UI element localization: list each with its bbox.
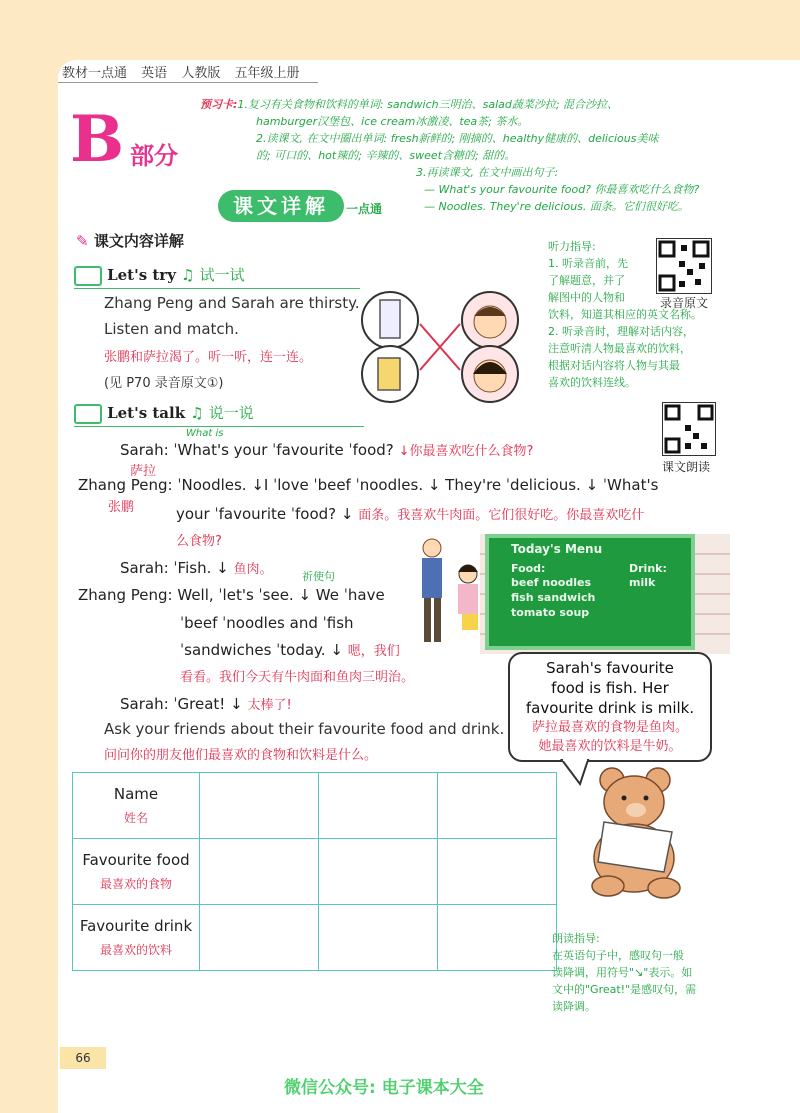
table-cell[interactable]: [319, 773, 438, 839]
footer-watermark: 微信公众号: 电子课本大全: [284, 1078, 484, 1098]
row-label-cn: 最喜欢的食物: [99, 877, 172, 891]
speaker-sarah: Sarah:: [120, 559, 169, 577]
table-cell[interactable]: [438, 905, 557, 971]
table-row: [73, 839, 557, 905]
section-banner: [218, 186, 418, 226]
reading-tip-l4: 读降调。: [552, 1000, 596, 1013]
matching-picture: [360, 288, 520, 406]
table-cell[interactable]: [438, 773, 557, 839]
banner-sub: 一点通: [346, 202, 383, 216]
qr-code-icon[interactable]: [656, 238, 712, 294]
qr-code-icon[interactable]: [662, 402, 716, 456]
headphone-icon: ♫: [181, 266, 195, 284]
table-cell[interactable]: [319, 839, 438, 905]
lets-try-cn1: 张鹏和萨拉渴了。听一听，连一连。: [104, 350, 313, 365]
preview-line7: — Noodles. They're delicious. 面条。它们很好吃。: [424, 200, 689, 213]
header-divider: [58, 82, 318, 83]
part-letter: B: [70, 102, 125, 177]
sarah-line-3: [120, 694, 292, 713]
zhang-line-1-cn-a: 面条。我喜欢牛肉面。它们很好吃。你最喜欢吃什: [358, 508, 645, 523]
table-cell[interactable]: [200, 905, 319, 971]
sarah-line-1: [120, 440, 533, 459]
bubble-cn2: 她最喜欢的饮料是牛奶。: [538, 739, 682, 754]
menu-food-label: Food:: [511, 562, 546, 575]
listening-tip-l6: 注意听清人物最喜欢的饮料，: [548, 342, 691, 355]
running-header: [62, 62, 309, 81]
sarah-line-1-cn: ↓你最喜欢吃什么食物?: [398, 444, 534, 459]
preview-line1: 1.复习有关食物和饮料的单词: sandwich三明治、salad蔬菜沙拉; 混合沙拉、: [237, 98, 619, 111]
header-grade: 五年级上册: [234, 66, 300, 81]
what-is-note: What is: [186, 428, 224, 439]
header-subject: 英语: [141, 66, 168, 81]
zhang-name-cn: 张鹏: [108, 500, 135, 515]
row-label-cn: 姓名: [123, 811, 148, 825]
sarah-line-2: [120, 558, 272, 577]
table-cell[interactable]: [319, 905, 438, 971]
ask-en: Ask your friends about their favourite food and drink.: [104, 720, 505, 738]
row-label-cn: 最喜欢的饮料: [99, 943, 172, 957]
lets-talk-cn: 说一说: [208, 404, 254, 422]
row-label: [73, 773, 200, 839]
content-title-text: 课文内容详解: [93, 232, 184, 250]
table-row: [73, 773, 557, 839]
zhang-line-2-en-b: ˈbeef ˈnoodles and ˈfish: [180, 614, 354, 632]
zhang-line-2c: [180, 640, 400, 659]
listening-tip-l7: 根据对话内容将人物与其最: [548, 359, 680, 372]
menu-food-item: beef noodles: [511, 576, 592, 589]
preview-line6: — What's your favourite food? 你最喜欢吃什么食物?: [424, 183, 700, 196]
menu-drink-item: milk: [629, 576, 656, 589]
preview-title: 预习卡:: [200, 98, 238, 111]
zhang-line-2-en-c: ˈsandwiches ˈtoday. ↓: [180, 641, 343, 659]
preview-line5: 3.再读课文, 在文中画出句子:: [416, 166, 559, 179]
lets-talk-underline: [74, 426, 364, 427]
lets-try-cn: 试一试: [199, 266, 245, 284]
lets-try-en1: Zhang Peng and Sarah are thirsty.: [104, 294, 360, 312]
row-label: [73, 839, 200, 905]
zhang-line-1-cn-b: 么食物?: [176, 534, 222, 549]
headphone-icon: ♫: [190, 404, 204, 422]
row-label-en: Name: [113, 785, 159, 803]
bear-illustration: [574, 762, 704, 902]
row-label-en: Favourite food: [82, 851, 190, 869]
pencil-icon: ✎: [76, 232, 89, 250]
zhang-line-1-en-b: your ˈfavourite ˈfood? ↓: [176, 505, 354, 523]
zhang-line-2: [78, 586, 385, 604]
header-edition: 人教版: [181, 66, 221, 81]
sarah-line-2-en: ˈFish. ↓: [173, 559, 229, 577]
speaker-sarah: Sarah:: [120, 441, 169, 459]
preview-line4: 的; 可口的、hot辣的; 辛辣的、sweet含糖的; 甜的。: [256, 149, 516, 162]
part-label: 部分: [130, 142, 178, 170]
lets-try-heading: [74, 264, 245, 286]
zhang-line-2-cn-b: 看看。我们今天有牛肉面和鱼肉三明治。: [180, 670, 415, 685]
sarah-line-2-cn: 鱼肉。: [233, 562, 273, 577]
zhang-line-2-en-a: Well, ˈlet's ˈsee. ↓ We ˈhave: [177, 586, 385, 604]
lets-try-title: Let's try: [107, 266, 176, 284]
menu-food-item: tomato soup: [511, 606, 590, 619]
bubble-en1: Sarah's favourite: [546, 659, 674, 677]
reading-tip-title: 朗读指导:: [552, 932, 600, 945]
reading-tip-l2: 读降调，用符号"↘"表示。如: [552, 966, 693, 979]
survey-table: [72, 772, 557, 971]
speech-bubble: [508, 652, 712, 762]
table-cell[interactable]: [200, 839, 319, 905]
banner-title: 课文详解: [218, 190, 344, 222]
speaker-sarah: Sarah:: [120, 695, 169, 713]
preview-line3: 2.读课文, 在文中圈出单词: fresh新鲜的; 刚摘的、healthy健康的、delicious美味: [256, 132, 659, 145]
lets-try-underline: [74, 288, 360, 289]
reading-tip: [552, 930, 742, 1015]
listening-tip-l8: 喜欢的饮料连线。: [548, 376, 636, 389]
ask-cn: 问问你的朋友他们最喜欢的食物和饮料是什么。: [104, 748, 378, 763]
sarah-line-3-cn: 太棒了!: [247, 698, 292, 713]
row-label-en: Favourite drink: [79, 917, 193, 935]
preview-line2: hamburger汉堡包、ice cream冰激凌、tea茶; 茶水。: [256, 115, 529, 128]
header-book: 教材一点通: [62, 66, 128, 81]
menu-food-item: fish sandwich: [511, 591, 596, 604]
listening-tip-l5: 2. 听录音时，理解对话内容，: [548, 325, 694, 338]
sarah-line-3-en: ˈGreat! ↓: [173, 695, 243, 713]
imperative-note: 祈使句: [302, 570, 335, 583]
speaker-zhang-peng: Zhang Peng:: [78, 476, 173, 494]
lets-try-ref: (见 P70 录音原文①): [104, 376, 224, 391]
book-icon: [74, 404, 102, 424]
bubble-cn1: 萨拉最喜欢的食物是鱼肉。: [531, 720, 688, 735]
listening-tip-l3: 解图中的人物和: [548, 291, 625, 304]
lets-try-en2: Listen and match.: [104, 320, 239, 338]
table-row: [73, 905, 557, 971]
sarah-name-cn: 萨拉: [130, 464, 157, 479]
qr-label-reading: 课文朗读: [662, 460, 711, 474]
qr-label-recording: 录音原文: [660, 296, 709, 310]
zhang-line-1: [78, 476, 658, 494]
menu-title: Today's Menu: [511, 542, 603, 556]
menu-board: [485, 534, 695, 650]
content-title: [76, 230, 184, 251]
row-label: [73, 905, 200, 971]
listening-tip-title: 听力指导:: [548, 240, 596, 253]
speaker-zhang-peng: Zhang Peng:: [78, 586, 173, 604]
zhang-line-1-en-a: ˈNoodles. ↓I ˈlove ˈbeef ˈnoodles. ↓ They're ˈdelicious. ↓ ˈWhat's: [177, 476, 659, 494]
page-number: 66: [60, 1047, 106, 1069]
reading-tip-l1: 在英语句子中，感叹句一般: [552, 949, 684, 962]
zhang-line-2-cn-a: 嗯，我们: [347, 644, 400, 659]
book-icon: [74, 266, 102, 286]
zhang-line-1b: [176, 504, 644, 523]
bubble-en2: food is fish. Her: [551, 679, 669, 697]
table-cell[interactable]: [200, 773, 319, 839]
reading-tip-l3: 文中的"Great!"是感叹句，需: [552, 983, 697, 996]
table-cell[interactable]: [438, 839, 557, 905]
menu-drink-label: Drink:: [629, 562, 667, 575]
sarah-line-1-en: ˈWhat's your ˈfavourite ˈfood?: [173, 441, 394, 459]
listening-tip-l1: 1. 听录音前，先: [548, 257, 628, 270]
lets-talk-heading: [74, 402, 254, 424]
listening-tip-l2: 了解题意，并了: [548, 274, 625, 287]
listening-tip-l4: 饮料，知道其相应的英文名称。: [548, 308, 702, 321]
bubble-en3: favourite drink is milk.: [525, 699, 695, 717]
lets-talk-title: Let's talk: [107, 404, 186, 422]
